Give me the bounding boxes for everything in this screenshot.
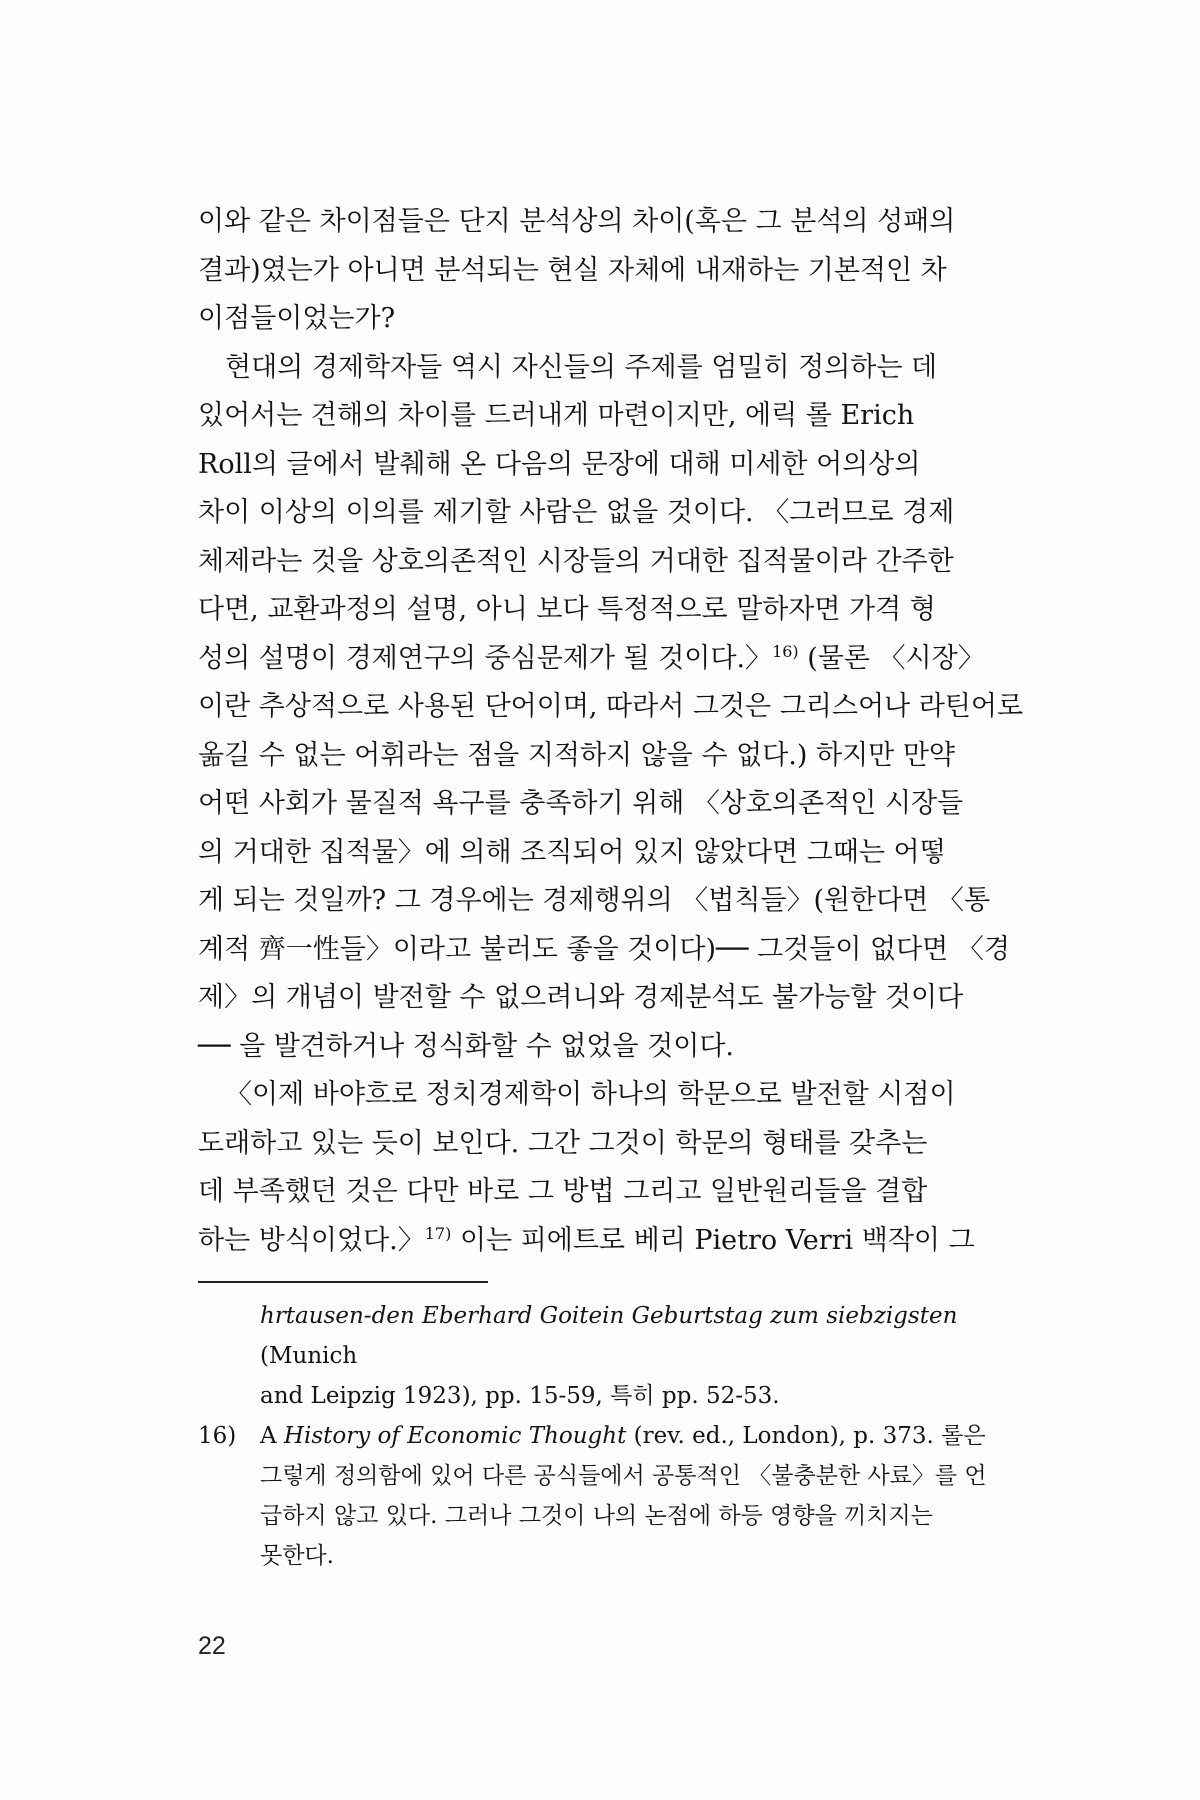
footnote-continuation-italic: hrtausen-den Eberhard Goitein Geburtstag zum siebzigsten xyxy=(260,1303,958,1329)
footnotes-section xyxy=(198,1296,1050,1576)
paragraph-2 xyxy=(198,344,1050,1072)
footnote-ref-17[interactable]: 17) xyxy=(424,1223,452,1243)
footnote-16-rest: (rev. ed., London), p. 373. 롤은 그렇게 정의함에 있어 다른 공식들에서 공통적인 〈불충분한 사료〉를 언 급하지 않고 있다. 그러나 그것이 나의 논점에 하등 영향을 끼치지는 못한다. xyxy=(260,1423,987,1569)
footnote-16-prefix: A xyxy=(260,1423,284,1449)
paragraph-3-text-after: 이는 피에트로 베리 Pietro Verri 백작이 그 xyxy=(451,1224,975,1256)
paragraph-3-text-before: 〈이제 바야흐로 정치경제학이 하나의 학문으로 발전할 시점이 도래하고 있는 듯이 보인다. 그간 그것이 학문의 형태를 갖추는 데 부족했던 것은 다만 바로 그 방법 그리고 일반원리들을 결합 하는 방식이었다.〉 xyxy=(198,1079,956,1256)
footnote-ref-16[interactable]: 16) xyxy=(772,641,799,661)
main-text-block xyxy=(198,198,1050,1265)
footnote-divider xyxy=(198,1281,488,1283)
footnote-continuation xyxy=(260,1296,1050,1416)
paragraph-1-text: 이와 같은 차이점들은 단지 분석상의 차이(혹은 그 분석의 성패의 결과)였는가 아니면 분석되는 현실 자체에 내재하는 기본적인 차 이점들이었는가? xyxy=(198,206,956,334)
paragraph-2-text-before: 현대의 경제학자들 역시 자신들의 주제를 엄밀히 정의하는 데 있어서는 견해의 차이를 드러내게 마련이지만, 에릭 롤 Erich Roll의 글에서 발췌해 온 다음의 문장에 대해 미세한 어의상의 차이 이상의 이의를 제기할 사람은 없을 것이다. 〈그러므로 경제 체제라는 것을 상호의존적인 시장들의 거대한 집적물이라 간주한 다면, 교환과정의 설명, 아니 보다 특정적으로 말하자면 가격 형 성의 설명이 경제연구의 중심문제가 될 것이다.〉 xyxy=(198,351,955,674)
paragraph-1 xyxy=(198,198,1050,344)
footnote-16-title: History of Economic Thought xyxy=(283,1423,627,1449)
footnote-16 xyxy=(198,1416,1050,1576)
footnote-continuation-rest: (Munich and Leipzig 1923), pp. 15-59, 특히 pp. 52-53. xyxy=(260,1343,780,1409)
paragraph-2-text-after: (물론 〈시장〉 이란 추상적으로 사용된 단어이며, 따라서 그것은 그리스어나 라틴어로 옮길 수 없는 어휘라는 점을 지적하지 않을 수 없다.) 하지만 만약 어떤 사회가 물질적 욕구를 충족하기 위해 〈상호의존적인 시장들 의 거대한 집적물〉에 의해 조직되어 있지 않았다면 그때는 어떻 게 되는 것일까? 그 경우에는 경제행위의 〈법칙들〉(원한다면 〈통 계적 齊一性들〉이라고 불러도 좋을 것이다)── 그것들이 없다면 〈경 제〉의 개념이 발전할 수 없으려니와 경제분석도 불가능할 것이다 ── 을 발견하거나 정식화할 수 없었을 것이다. xyxy=(198,642,1024,1062)
paragraph-3 xyxy=(198,1071,1050,1265)
footnote-16-number: 16) xyxy=(198,1423,237,1449)
page-number: 22 xyxy=(198,1632,226,1660)
